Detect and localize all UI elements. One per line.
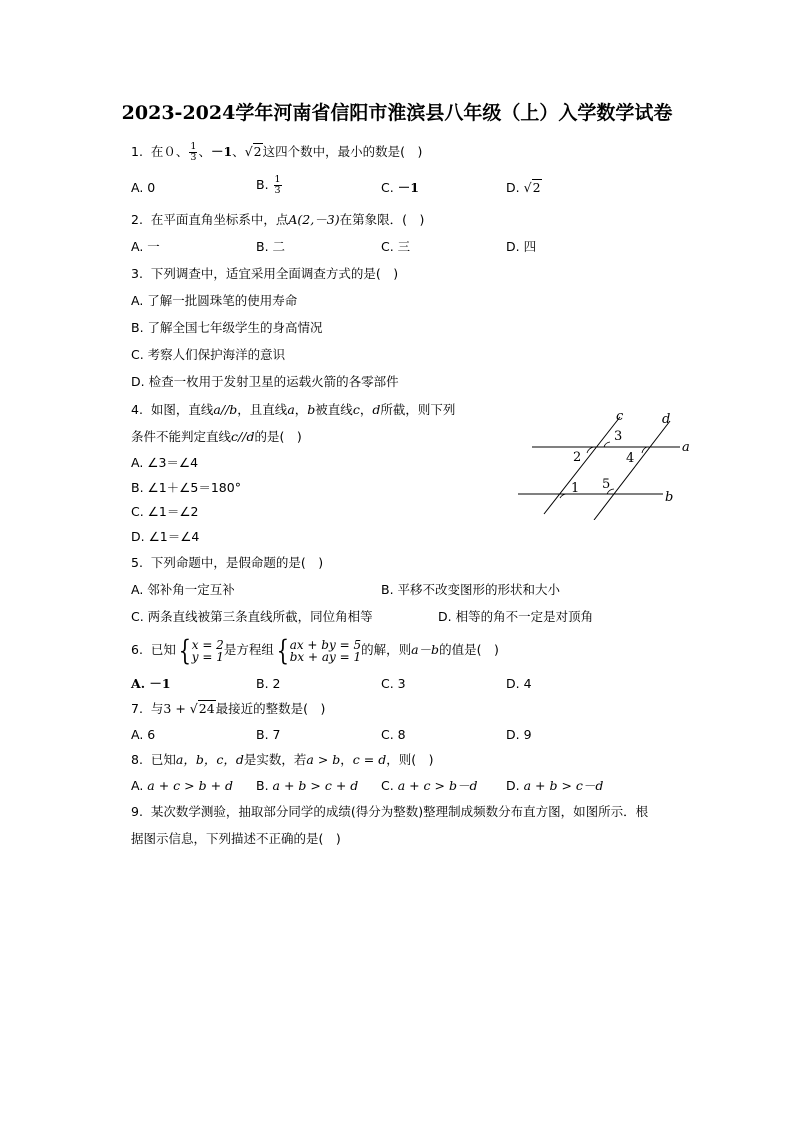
label-a: a	[682, 440, 690, 455]
angle-label-3: 3	[614, 429, 623, 444]
question-number: 7.	[131, 701, 143, 716]
question-number: 6.	[131, 642, 143, 657]
q1-option-d: D. √2	[506, 180, 541, 195]
label-c: c	[616, 409, 624, 424]
q4-option-d: D. ∠1＝∠4	[131, 529, 200, 544]
question-number: 1.	[131, 144, 143, 159]
question-6: 6. 已知 { x = 2 y = 1 是方程组 { ax + by = 5 bx + ay = 1 的解，则a－b的值是( )	[131, 633, 499, 667]
q3-option-c: C. 考察人们保护海洋的意识	[131, 347, 286, 362]
sqrt-24: 3 + √24	[163, 701, 215, 716]
question-3: 3. 下列调查中，适宜采用全面调查方式的是( )	[131, 266, 399, 281]
question-9-line-2: 据图示信息，下列描述不正确的是( )	[131, 831, 341, 846]
label-b: b	[665, 490, 674, 505]
label-d: d	[662, 412, 671, 427]
line-c	[544, 417, 623, 514]
q6-option-b: B. 2	[256, 676, 281, 691]
q7-option-b: B. 7	[256, 727, 281, 742]
angle-arc-1	[560, 494, 567, 498]
question-4-line-2: 条件不能判定直线c//d的是( )	[131, 429, 302, 444]
angle-label-1: 1	[571, 481, 580, 496]
q4-option-b: B. ∠1＋∠5＝180°	[131, 480, 241, 495]
q3-option-b: B. 了解全国七年级学生的身高情况	[131, 320, 323, 335]
q8-option-c: C. a + c > b－d	[381, 778, 478, 793]
angle-label-4: 4	[626, 451, 635, 466]
q8-option-b: B. a + b > c + d	[256, 778, 359, 793]
q6-option-c: C. 3	[381, 676, 406, 691]
equation-system: { ax + by = 5 bx + ay = 1	[276, 633, 362, 667]
q7-option-c: C. 8	[381, 727, 406, 742]
q5-option-c: C. 两条直线被第三条直线所截，同位角相等	[131, 609, 373, 624]
q5-option-d: D. 相等的角不一定是对顶角	[438, 609, 594, 624]
q6-option-d: D. 4	[506, 676, 532, 691]
question-8: 8. 已知a，b，c，d是实数，若a > b，c = d，则( )	[131, 752, 434, 767]
q3-option-a: A. 了解一批圆珠笔的使用寿命	[131, 293, 298, 308]
q2-option-d: D. 四	[506, 239, 537, 254]
question-4: 4. 如图，直线a//b，且直线a，b被直线c，d所截，则下列	[131, 402, 456, 417]
question-number: 3.	[131, 266, 143, 281]
question-number: 8.	[131, 752, 143, 767]
q4-option-c: C. ∠1＝∠2	[131, 504, 199, 519]
angle-label-5: 5	[602, 477, 611, 492]
q1-option-c: C. －1	[381, 180, 419, 195]
q7-option-a: A. 6	[131, 727, 156, 742]
exam-title: 2023-2024学年河南省信阳市淮滨县八年级（上）入学数学试卷	[121, 102, 673, 124]
solution-system: { x = 2 y = 1	[178, 633, 224, 667]
q4-option-a: A. ∠3＝∠4	[131, 455, 199, 470]
parallel-lines-figure	[510, 405, 700, 520]
question-5: 5. 下列命题中，是假命题的是( )	[131, 555, 324, 570]
q5-option-a: A. 邻补角一定互补	[131, 582, 235, 597]
question-7: 7. 与3 + √24最接近的整数是( )	[131, 701, 326, 716]
q6-option-a: A. －1	[131, 676, 171, 691]
q1-option-a: A. 0	[131, 180, 156, 195]
question-number: 5.	[131, 555, 143, 570]
question-1: 1. 在０、 $\frac{1}{3}$ 、－1、√2这四个数中，最小的数是( )	[131, 141, 423, 163]
sqrt-two: √2	[244, 144, 262, 159]
question-number: 9.	[131, 804, 143, 819]
q8-option-a: A. a + c > b + d	[131, 778, 234, 793]
q2-option-c: C. 三	[381, 239, 411, 254]
angle-label-2: 2	[573, 450, 582, 465]
q2-option-b: B. 二	[256, 239, 286, 254]
question-number: 2.	[131, 212, 143, 227]
q8-option-d: D. a + b > c－d	[506, 778, 604, 793]
angle-arc-3	[604, 442, 610, 447]
q7-option-d: D. 9	[506, 727, 532, 742]
question-9: 9. 某次数学测验，抽取部分同学的成绩(得分为整数)整理制成频数分布直方图，如图所示．根	[131, 804, 649, 819]
q3-option-d: D. 检查一枚用于发射卫星的运载火箭的各零部件	[131, 374, 399, 389]
q1-option-b: B. $\frac{1}{3}$	[256, 174, 281, 196]
q2-option-a: A. 一	[131, 239, 160, 254]
q5-option-b: B. 平移不改变图形的形状和大小	[381, 582, 561, 597]
question-number: 4.	[131, 402, 143, 417]
fraction-one-third: $\frac{1}{3}$	[190, 141, 197, 163]
question-2: 2. 在平面直角坐标系中，点A(2,－3)在第象限．( )	[131, 212, 425, 227]
